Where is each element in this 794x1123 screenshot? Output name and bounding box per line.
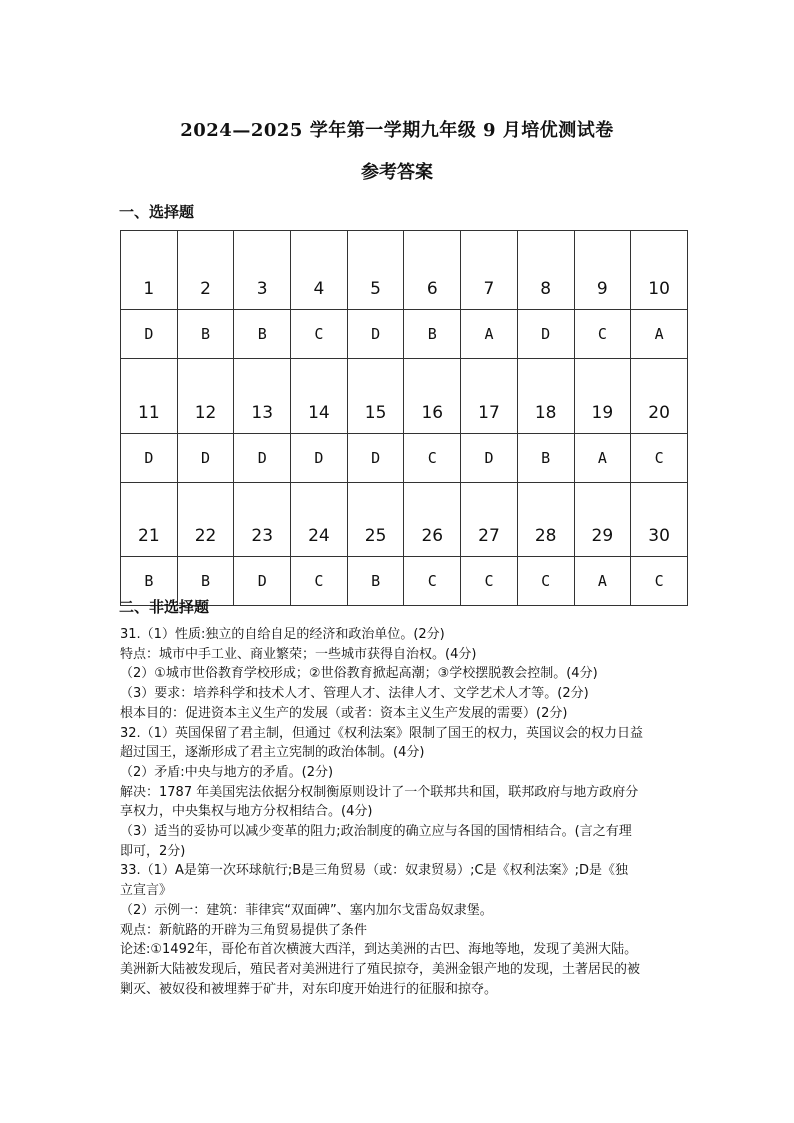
answer-text-line: 观点：新航路的开辟为三角贸易提供了条件 [120,922,368,938]
question-number-cell: 22 [177,483,234,557]
question-number-cell: 3 [234,231,291,310]
answer-cell: C [631,434,688,483]
question-number-cell: 27 [461,483,518,557]
question-number-cell: 18 [517,359,574,434]
answer-text-line: （2）①城市世俗教育学校形成；②世俗教育掀起高潮；③学校摆脱教会控制。(4分) [120,666,598,682]
page-subtitle: 参考答案 [361,162,433,183]
answer-text-line: 美洲新大陆被发现后，殖民者对美洲进行了殖民掠夺，美洲金银产地的发现，土著居民的被 [120,961,641,977]
question-number-cell: 16 [404,359,461,434]
answer-cell: B [177,310,234,359]
question-number-cell: 29 [574,483,631,557]
answer-cell: B [347,557,404,606]
answer-text-line: 享权力，中央集权与地方分权相结合。(4分) [120,804,373,820]
question-number-row [121,231,688,310]
answer-text-line: 32.（1）英国保留了君主制，但通过《权利法案》限制了国王的权力，英国议会的权力日益 [120,725,643,741]
answer-cell: C [461,557,518,606]
question-number-cell: 6 [404,231,461,310]
answer-text-block [120,625,692,999]
answer-cell: D [234,434,291,483]
question-number-cell: 5 [347,231,404,310]
answer-text-line: 解决：1787 年美国宪法依据分权制衡原则设计了一个联邦共和国，联邦政府与地方政府分 [120,784,639,800]
answer-cell: C [517,557,574,606]
answer-text-line: 特点：城市中手工业、商业繁荣；一些城市获得自治权。(4分) [120,646,477,662]
answer-text-line: 论述:①1492年，哥伦布首次横渡大西洋，到达美洲的古巴、海地等地，发现了美洲大陆。 [120,942,638,958]
answer-table [120,230,688,606]
question-number-cell: 11 [121,359,178,434]
section-heading-nonchoice: 二、非选择题 [119,598,210,616]
question-number-cell: 9 [574,231,631,310]
answer-text-line: 根本目的：促进资本主义生产的发展（或者：资本主义生产发展的需要）(2分) [120,705,568,721]
answer-cell: C [631,557,688,606]
question-number-cell: 17 [461,359,518,434]
answer-cell: D [291,434,348,483]
answer-cell: A [574,434,631,483]
question-number-cell: 14 [291,359,348,434]
answer-row [121,434,688,483]
answer-cell: D [347,434,404,483]
answer-cell: C [404,434,461,483]
question-number-cell: 13 [234,359,291,434]
answer-text-line: （3）要求：培养科学和技术人才、管理人才、法律人才、文学艺术人才等。(2分) [120,686,589,702]
question-number-cell: 26 [404,483,461,557]
answer-cell: D [234,557,291,606]
answer-cell: C [291,557,348,606]
page-title: 2024—2025 学年第一学期九年级 9 月培优测试卷 [180,120,614,141]
question-number-cell: 7 [461,231,518,310]
question-number-cell: 2 [177,231,234,310]
answer-cell: D [121,434,178,483]
answer-cell: B [404,310,461,359]
question-number-cell: 25 [347,483,404,557]
question-number-cell: 12 [177,359,234,434]
answer-cell: A [461,310,518,359]
answer-cell: B [234,310,291,359]
question-number-cell: 4 [291,231,348,310]
question-number-cell: 19 [574,359,631,434]
question-number-cell: 23 [234,483,291,557]
question-number-cell: 21 [121,483,178,557]
answer-cell: C [291,310,348,359]
answer-cell: C [404,557,461,606]
question-number-cell: 8 [517,231,574,310]
answer-text-line: 31.（1）性质:独立的自给自足的经济和政治单位。(2分) [120,627,445,642]
answer-cell: B [517,434,574,483]
answer-cell: C [574,310,631,359]
answer-cell: B [177,557,234,606]
answer-cell: D [517,310,574,359]
answer-cell: A [574,557,631,606]
answer-cell: B [121,557,178,606]
question-number-cell: 30 [631,483,688,557]
answer-cell: D [347,310,404,359]
answer-cell: A [631,310,688,359]
answer-text-line: 立宣言》 [120,883,173,899]
answer-text-line: （3）适当的妥协可以减少变革的阻力;政治制度的确立应与各国的国情相结合。(言之有理 [120,824,632,840]
question-number-row [121,359,688,434]
question-number-cell: 24 [291,483,348,557]
answer-text-line: 超过国王，逐渐形成了君主立宪制的政治体制。(4分) [120,745,425,761]
question-number-row [121,483,688,557]
answer-cell: D [121,310,178,359]
answer-text-line: （2）矛盾:中央与地方的矛盾。(2分) [120,764,334,780]
question-number-cell: 20 [631,359,688,434]
answer-text-line: 33.（1）A是第一次环球航行;B是三角贸易（或：奴隶贸易）;C是《权利法案》;D是《独 [120,863,628,879]
answer-cell: D [177,434,234,483]
answer-text-line: 剿灭、被奴役和被埋葬于矿井，对东印度开始进行的征服和掠夺。 [120,981,498,997]
question-number-cell: 28 [517,483,574,557]
answer-text-line: （2）示例一：建筑：菲律宾“双面碑”、塞内加尔戈雷岛奴隶堡。 [120,902,493,918]
question-number-cell: 10 [631,231,688,310]
answer-text-line: 即可，2分) [120,843,186,859]
answer-cell: D [461,434,518,483]
question-number-cell: 15 [347,359,404,434]
question-number-cell: 1 [121,231,178,310]
answer-row [121,310,688,359]
section-heading-choice: 一、选择题 [119,203,195,221]
